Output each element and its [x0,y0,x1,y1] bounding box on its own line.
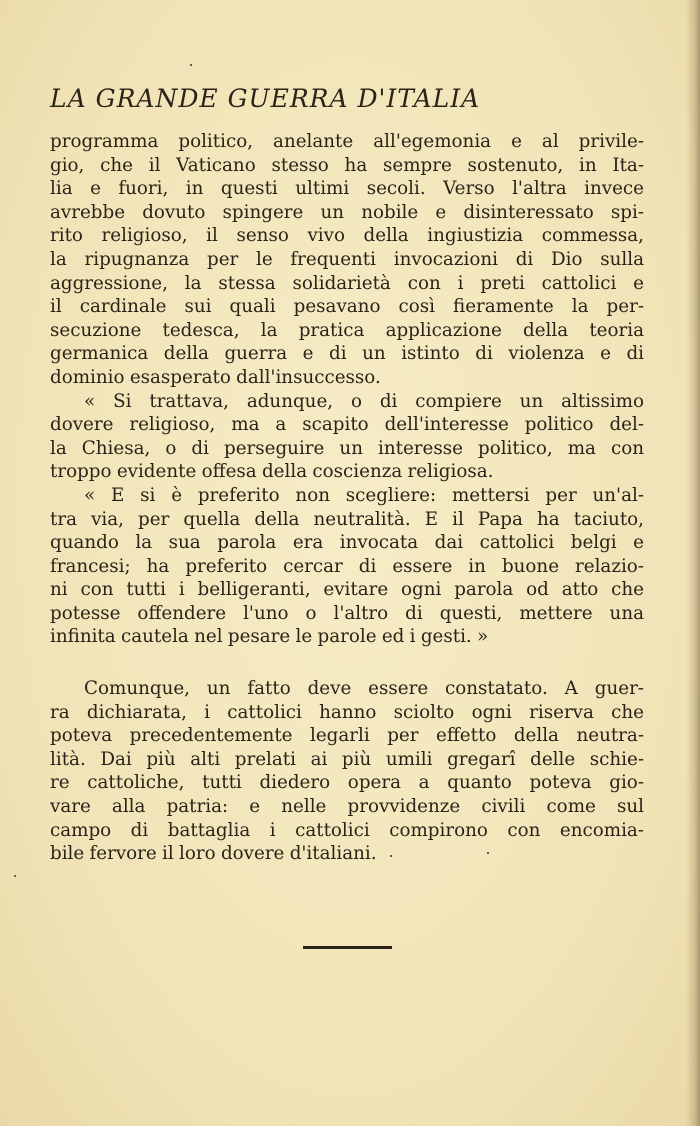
text-line: il cardinale sui quali pesavano così fieramente la per- [50,296,644,318]
text-line: « Si trattava, adunque, o di compiere un altissimo [84,390,644,412]
text-line: la Chiesa, o di perseguire un interesse politico, ma con [50,437,644,459]
text-line: aggressione, la stessa solidarietà con i preti cattolici e [50,272,644,294]
body-text [50,130,644,866]
text-line: quando la sua parola era invocata dai cattolici belgi e [50,532,644,554]
paragraph-3 [50,484,644,649]
text-line: poteva precedentemente legarli per effetto della neutra- [50,725,644,747]
text-line: la ripugnanza per le frequenti invocazioni di Dio sulla [50,248,644,270]
text-line: ra dichiarata, i cattolici hanno sciolto ogni riserva che [50,701,644,723]
text-line: Comunque, un fatto deve essere constatato. A guer- [84,678,644,700]
text-line: avrebbe dovuto spingere un nobile e disinteressato spi- [50,201,644,223]
running-head: LA GRANDE GUERRA D'ITALIA [50,84,481,113]
paragraph-spacer [50,649,644,677]
text-line: vare alla patria: e nelle provvidenze civili come sul [50,796,644,818]
text-line: germanica della guerra e di un istinto di violenza e di [50,343,644,365]
paper-speck [190,64,192,66]
paragraph-4 [50,677,644,866]
text-line: campo di battaglia i cattolici compirono con encomia- [50,819,644,841]
text-line: tra via, per quella della neutralità. E il Papa ha taciuto, [50,508,644,530]
text-line: secuzione tedesca, la pratica applicazione della teoria [50,319,644,341]
paper-speck [390,855,392,857]
text-line: dominio esasperato dall'insuccesso. [50,366,381,388]
text-line: ni con tutti i belligeranti, evitare ogni parola od atto che [50,579,644,601]
text-line: gio, che il Vaticano stesso ha sempre sostenuto, in Ita- [50,154,644,176]
page-edge-shadow [686,0,700,1126]
text-line: troppo evidente offesa della coscienza religiosa. [50,461,494,483]
text-line: bile fervore il loro dovere d'italiani. [50,843,377,865]
paper-speck [487,852,489,854]
text-line: infinita cautela nel pesare le parole ed i gesti. » [50,626,489,648]
section-rule [303,946,392,949]
text-line: re cattoliche, tutti diedero opera a quanto poteva gio- [50,772,644,794]
text-line: francesi; ha preferito cercar di essere in buone relazio- [50,555,644,577]
text-line: potesse offendere l'uno o l'altro di questi, mettere una [50,602,644,624]
text-line: « E si è preferito non scegliere: mettersi per un'al- [84,484,644,506]
text-line: lia e fuori, in questi ultimi secoli. Verso l'altra invece [50,178,644,200]
text-line: rito religioso, il senso vivo della ingiustizia commessa, [50,225,644,247]
paper-speck [14,875,16,877]
text-line: lità. Dai più alti prelati ai più umili gregarî delle schie- [50,748,644,770]
text-line: dovere religioso, ma a scapito dell'interesse politico del- [50,414,644,436]
paragraph-2 [50,390,644,484]
text-line: programma politico, anelante all'egemonia e al privile- [50,131,644,152]
paragraph-1 [50,130,644,390]
